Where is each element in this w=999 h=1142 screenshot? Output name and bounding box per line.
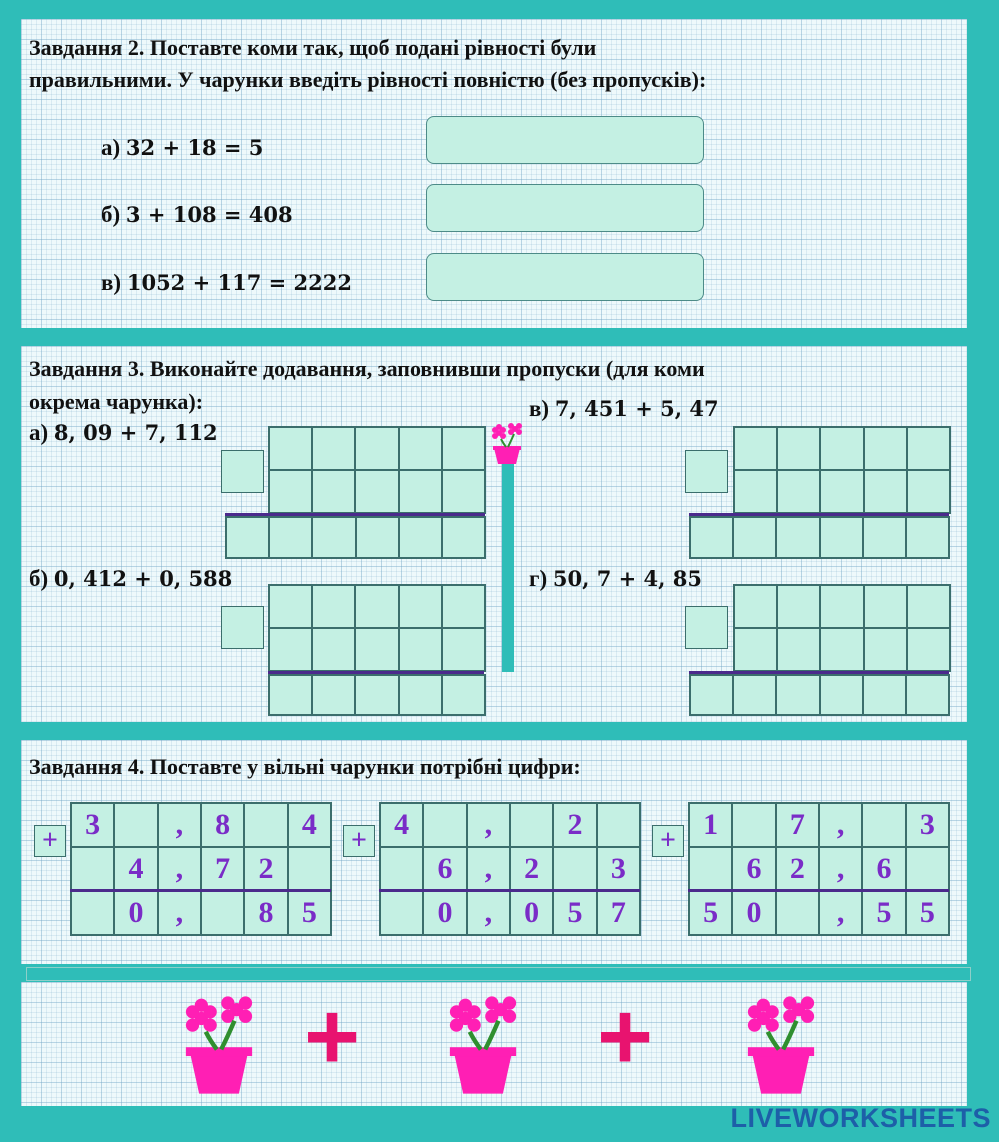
puzzle-cell: 4 — [114, 847, 157, 891]
task2-panel — [21, 19, 967, 328]
task4-title: Завдання 4. Поставте у вільні чарунки потрібні цифри: — [29, 754, 581, 779]
puzzle-cell[interactable] — [906, 847, 949, 891]
carry-cell-c[interactable] — [685, 450, 728, 493]
task3-title-line2: окрема чарунка): — [29, 389, 204, 414]
puzzle-cell[interactable] — [114, 803, 157, 847]
puzzle-grid-2[interactable] — [379, 802, 641, 936]
puzzle-cell[interactable] — [201, 891, 244, 935]
plus-sign-3: + — [652, 825, 684, 857]
puzzle-cell: , — [467, 847, 510, 891]
plus-sign-1: + — [34, 825, 66, 857]
plus-sign-2: + — [343, 825, 375, 857]
sum-grid-b[interactable] — [268, 584, 486, 672]
task2-item-a — [101, 135, 263, 161]
task4-panel — [21, 740, 967, 964]
puzzle-sum-line-2 — [379, 889, 640, 892]
item-expression: 7, 451 + 5, 47 — [554, 396, 719, 421]
puzzle-cell: 7 — [597, 891, 640, 935]
puzzle-cell: 3 — [597, 847, 640, 891]
puzzle-cell: 8 — [201, 803, 244, 847]
puzzle-cell[interactable] — [380, 847, 423, 891]
sum-grid-c[interactable] — [733, 426, 951, 514]
puzzle-cell: 6 — [862, 847, 905, 891]
item-label: а) — [101, 135, 121, 160]
item-label: в) — [101, 270, 122, 295]
puzzle-cell: 4 — [380, 803, 423, 847]
item-expression: 50, 7 + 4, 85 — [552, 566, 702, 591]
task2-title-line1: Завдання 2. Поставте коми так, щоб подані рівності були — [29, 35, 597, 60]
answer-input-c[interactable] — [426, 253, 704, 301]
answer-input-b[interactable] — [426, 184, 704, 232]
flower-pot-icon — [489, 421, 525, 465]
puzzle-cell: 1 — [689, 803, 732, 847]
task3-item-b — [29, 566, 232, 592]
puzzle-cell: 6 — [732, 847, 775, 891]
puzzle-cell: , — [819, 891, 862, 935]
item-expression: 1052 + 117 = 2222 — [126, 270, 353, 295]
puzzle-cell: , — [158, 803, 201, 847]
puzzle-grid-3[interactable] — [688, 802, 950, 936]
puzzle-cell: 5 — [862, 891, 905, 935]
result-grid-c[interactable] — [689, 516, 950, 559]
puzzle-cell: 6 — [423, 847, 466, 891]
puzzle-cell: 3 — [71, 803, 114, 847]
item-expression: 32 + 18 = 5 — [125, 135, 264, 160]
task2-title-line2: правильними. У чарунки введіть рівності повністю (без пропусків): — [29, 67, 707, 92]
item-label: а) — [29, 420, 49, 445]
footer-plus-1: + — [304, 983, 361, 1090]
puzzle-cell: 5 — [906, 891, 949, 935]
puzzle-cell: 2 — [776, 847, 819, 891]
puzzle-cell[interactable] — [553, 847, 596, 891]
puzzle-cell: 2 — [244, 847, 287, 891]
puzzle-cell[interactable] — [689, 847, 732, 891]
item-label: б) — [101, 202, 121, 227]
puzzle-cell: 0 — [732, 891, 775, 935]
puzzle-cell: 7 — [776, 803, 819, 847]
task3-item-d — [529, 566, 702, 592]
puzzle-cell: , — [158, 891, 201, 935]
task3-item-a — [29, 420, 218, 446]
puzzle-cell: 4 — [288, 803, 331, 847]
item-label: в) — [529, 396, 550, 421]
puzzle-cell: 0 — [114, 891, 157, 935]
item-expression: 8, 09 + 7, 112 — [53, 420, 218, 445]
answer-input-a[interactable] — [426, 116, 704, 164]
puzzle-cell: 5 — [689, 891, 732, 935]
puzzle-cell[interactable] — [510, 803, 553, 847]
result-grid-b[interactable] — [268, 674, 486, 716]
footer-plus-2: + — [597, 983, 654, 1090]
puzzle-sum-line-1 — [70, 889, 331, 892]
puzzle-cell: 3 — [906, 803, 949, 847]
puzzle-cell[interactable] — [71, 891, 114, 935]
vertical-divider — [502, 464, 514, 672]
item-expression: 0, 412 + 0, 588 — [53, 566, 233, 591]
puzzle-sum-line-3 — [688, 889, 949, 892]
puzzle-cell[interactable] — [776, 891, 819, 935]
puzzle-cell[interactable] — [380, 891, 423, 935]
task3-title-line1: Завдання 3. Виконайте додавання, заповнивши пропуски (для коми — [29, 356, 705, 381]
result-grid-d[interactable] — [689, 674, 950, 716]
puzzle-cell[interactable] — [71, 847, 114, 891]
puzzle-cell[interactable] — [288, 847, 331, 891]
task3-item-c — [529, 396, 719, 422]
item-expression: 3 + 108 = 408 — [125, 202, 293, 227]
sum-grid-a[interactable] — [268, 426, 486, 514]
result-grid-a[interactable] — [225, 516, 486, 559]
puzzle-cell: , — [819, 803, 862, 847]
liveworksheets-logo[interactable]: LIVEWORKSHEETS — [730, 1103, 991, 1133]
footer-panel — [21, 982, 967, 1106]
puzzle-cell: 0 — [423, 891, 466, 935]
puzzle-cell: 2 — [510, 847, 553, 891]
puzzle-cell: 2 — [553, 803, 596, 847]
puzzle-cell: , — [819, 847, 862, 891]
puzzle-cell: 5 — [553, 891, 596, 935]
flower-pot-icon — [741, 992, 821, 1098]
puzzle-cell: 0 — [510, 891, 553, 935]
flower-pot-icon — [179, 992, 259, 1098]
puzzle-cell: 8 — [244, 891, 287, 935]
bottom-bar — [26, 967, 971, 981]
task3-panel — [21, 346, 967, 722]
item-label: б) — [29, 566, 49, 591]
puzzle-cell[interactable] — [732, 803, 775, 847]
puzzle-cell: , — [158, 847, 201, 891]
puzzle-cell: , — [467, 803, 510, 847]
puzzle-cell[interactable] — [423, 803, 466, 847]
task2-item-b — [101, 202, 293, 228]
puzzle-cell: 7 — [201, 847, 244, 891]
puzzle-cell[interactable] — [862, 803, 905, 847]
puzzle-cell[interactable] — [244, 803, 287, 847]
flower-pot-icon — [443, 992, 523, 1098]
sum-grid-d[interactable] — [733, 584, 951, 672]
item-label: г) — [529, 566, 548, 591]
carry-cell-a[interactable] — [221, 450, 264, 493]
carry-cell-b[interactable] — [221, 606, 264, 649]
task2-item-c — [101, 270, 352, 296]
puzzle-cell[interactable] — [597, 803, 640, 847]
puzzle-cell: , — [467, 891, 510, 935]
puzzle-grid-1[interactable] — [70, 802, 332, 936]
carry-cell-d[interactable] — [685, 606, 728, 649]
puzzle-cell: 5 — [288, 891, 331, 935]
